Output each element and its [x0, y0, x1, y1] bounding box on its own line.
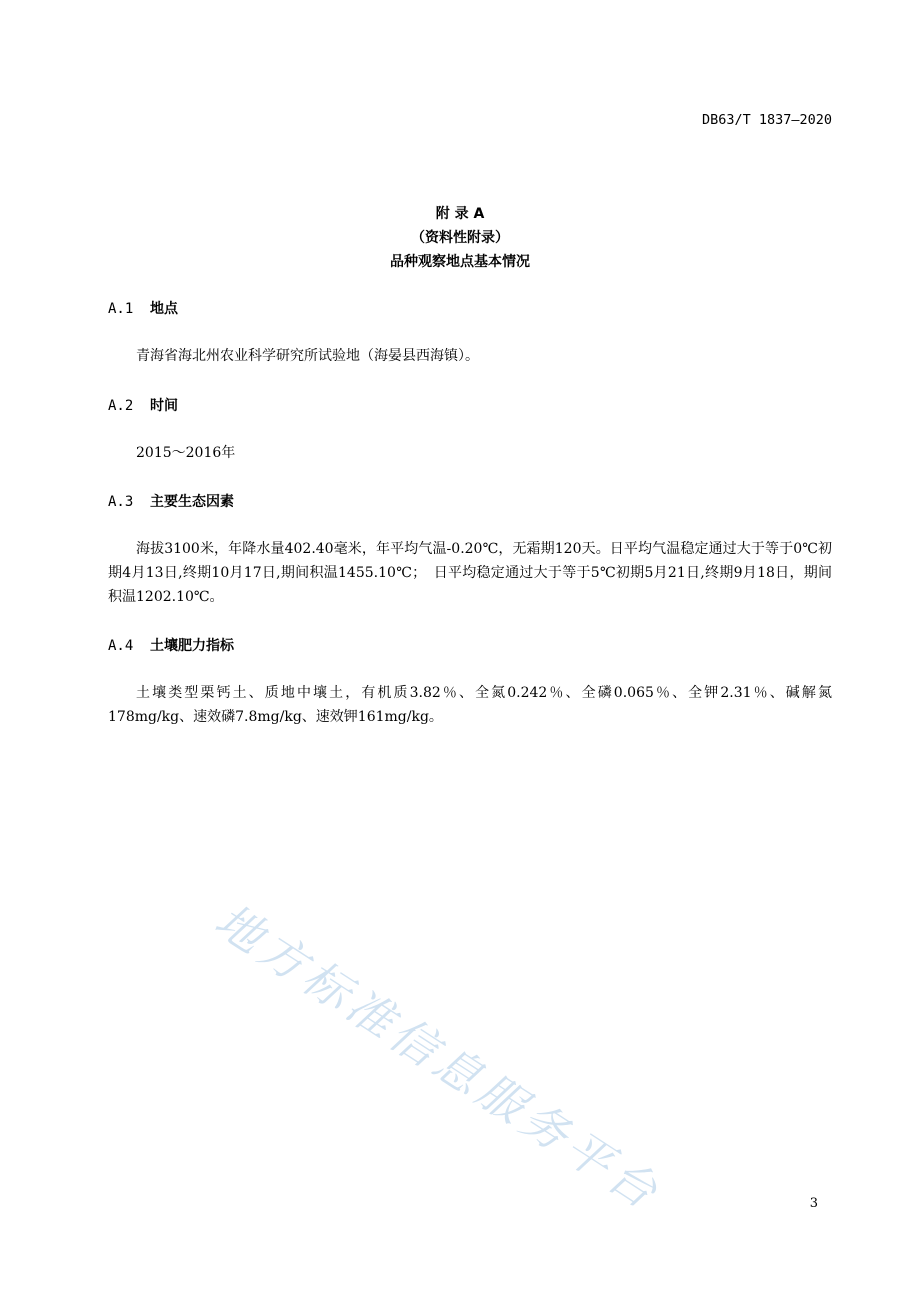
section-title: 地点 [150, 301, 178, 317]
section-number: A.4 [108, 638, 134, 654]
section-number: A.3 [108, 494, 134, 510]
section-a4-text: 土壤类型栗钙土、质地中壤土，有机质3.82％、全氮0.242％、全磷0.065％、全钾2.31％、碱解氮178mg/kg、速效磷7.8mg/kg、速效钾161mg/kg。 [108, 685, 832, 725]
section-number: A.2 [108, 398, 134, 414]
section-title: 时间 [150, 398, 178, 414]
section-a2-text: 2015～2016年 [136, 445, 236, 461]
section-number: A.1 [108, 301, 134, 317]
section-a2-heading [108, 395, 178, 415]
watermark-text: 地方标准信息服务平台 [205, 892, 672, 1222]
document-code: DB63/T 1837—2020 [701, 112, 832, 128]
section-a3-text: 海拔3100米，年降水量402.40毫米，年平均气温-0.20℃，无霜期120天。日平均气温稳定通过大于等于0℃初期4月13日,终期10月17日,期间积温1455.10℃； 日平均稳定通过大于等于5℃初期5月21日,终期9月18日，期间积温1202.10℃。 [108, 541, 832, 605]
section-a1-text: 青海省海北州农业科学研究所试验地（海晏县西海镇）。 [136, 348, 479, 364]
section-a3-heading [108, 491, 234, 511]
section-title: 土壤肥力指标 [150, 638, 234, 654]
annex-title: 品种观察地点基本情况 [390, 254, 530, 270]
section-title: 主要生态因素 [150, 494, 234, 510]
annex-type: （资料性附录） [411, 230, 509, 246]
section-a1-heading [108, 298, 178, 318]
annex-label: 附 录 A [435, 206, 485, 222]
section-a4-heading [108, 635, 234, 655]
page-number: 3 [809, 1196, 818, 1211]
annex-heading [0, 202, 920, 274]
